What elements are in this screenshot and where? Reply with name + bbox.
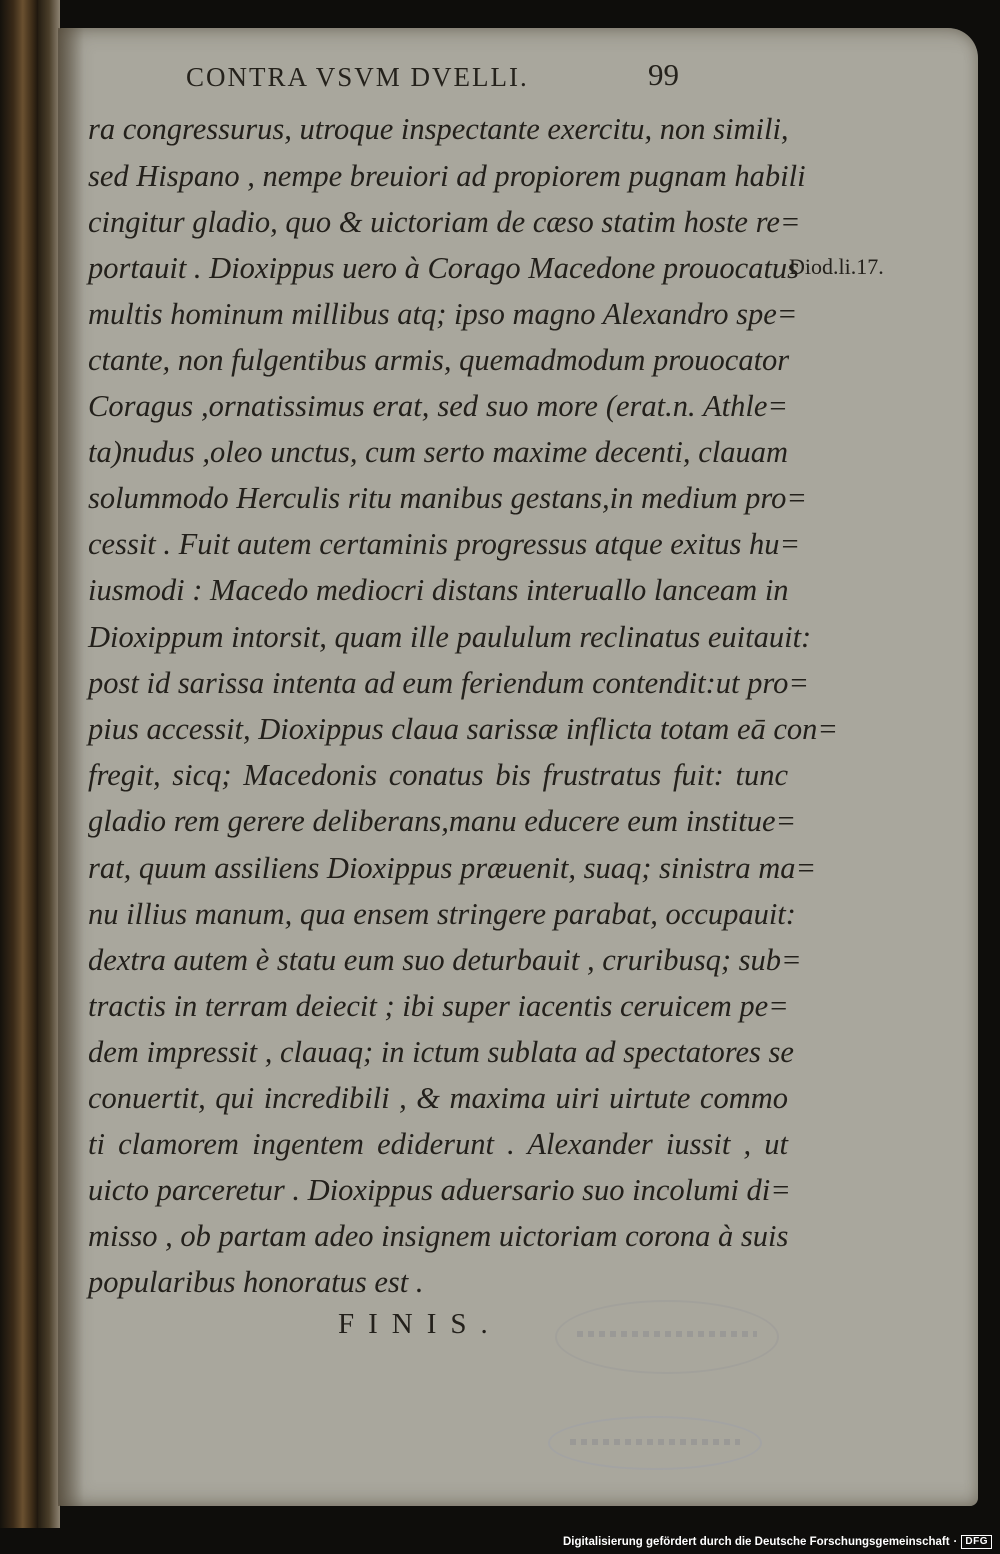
finis-heading: FINIS. xyxy=(338,1308,502,1340)
library-stamp-faded xyxy=(555,1300,779,1374)
dfg-logo: DFG xyxy=(961,1535,992,1549)
text-line: dem impressit , clauaq; in ictum sublata ad spectatores se xyxy=(88,1035,794,1069)
page-number: 99 xyxy=(648,57,679,92)
text-line: solummodo Herculis ritu manibus gestans,in medium pro= xyxy=(88,481,807,515)
text-line: misso , ob partam adeo insignem uictoriam corona à suis xyxy=(88,1219,789,1253)
text-line: iusmodi : Macedo mediocri distans interuallo lanceam in xyxy=(88,573,789,607)
text-line: cessit . Fuit autem certaminis progressus atque exitus hu= xyxy=(88,527,801,561)
text-line: multis hominum millibus atq; ipso magno Alexandro spe= xyxy=(88,297,798,331)
text-line: gladio rem gerere deliberans,manu educere eum institue= xyxy=(88,804,797,838)
text-line: uicto parceretur . Dioxippus aduersario suo incolumi di= xyxy=(88,1173,791,1207)
text-line: ra congressurus, utroque inspectante exercitu, non simili, xyxy=(88,112,789,146)
text-line: cingitur gladio, quo & uictoriam de cæso statim hoste re= xyxy=(88,205,801,239)
text-line: ctante, non fulgentibus armis, quemadmodum prouocator xyxy=(88,343,790,377)
text-line: Dioxippum intorsit, quam ille paululum reclinatus euitauit: xyxy=(88,620,812,654)
text-line: tractis in terram deiecit ; ibi super iacentis ceruicem pe= xyxy=(88,989,789,1023)
marginal-note: Diod.li.17. xyxy=(789,254,884,279)
text-line: portauit . Dioxippus uero à Corago Macedone prouocatus xyxy=(88,251,800,285)
book-binding xyxy=(0,0,38,1528)
text-line: dextra autem è statu eum suo deturbauit , cruribusq; sub= xyxy=(88,943,802,977)
text-line: sed Hispano , nempe breuiori ad propiorem pugnam habili xyxy=(88,159,806,193)
text-line: rat, quum assiliens Dioxippus præuenit, suaq; sinistra ma= xyxy=(88,851,817,885)
text-line: post id sarissa intenta ad eum feriendum contendit:ut pro= xyxy=(88,666,809,700)
stamp-text-mark xyxy=(570,1439,740,1445)
page-gutter-shadow xyxy=(58,28,84,1506)
text-line: nu illius manum, qua ensem stringere parabat, occupauit: xyxy=(88,897,796,931)
book-gutter xyxy=(38,0,60,1528)
text-line: pius accessit, Dioxippus claua sarissæ inflicta totam eā con= xyxy=(88,712,838,746)
text-line: ti clamorem ingentem ediderunt . Alexander iussit , ut xyxy=(88,1127,788,1161)
credit-text: Digitalisierung gefördert durch die Deutsche Forschungsgemeinschaft xyxy=(562,1536,950,1548)
digitization-credit xyxy=(563,1535,992,1549)
text-line-last: popularibus honoratus est . xyxy=(88,1265,424,1299)
text-line: Coragus ,ornatissimus erat, sed suo more (erat.n. Athle= xyxy=(88,389,788,423)
library-stamp xyxy=(548,1416,762,1470)
running-title: CONTRA VSVM DVELLI. xyxy=(186,62,529,92)
text-line: conuertit, qui incredibili , & maxima uiri uirtute commo xyxy=(88,1081,788,1115)
text-line: fregit, sicq; Macedonis conatus bis frustratus fuit: tunc xyxy=(88,758,788,792)
separator-dot: · xyxy=(953,1536,958,1548)
text-line: ta)nudus ,oleo unctus, cum serto maxime decenti, clauam xyxy=(88,435,788,469)
stamp-text-mark xyxy=(577,1331,757,1337)
